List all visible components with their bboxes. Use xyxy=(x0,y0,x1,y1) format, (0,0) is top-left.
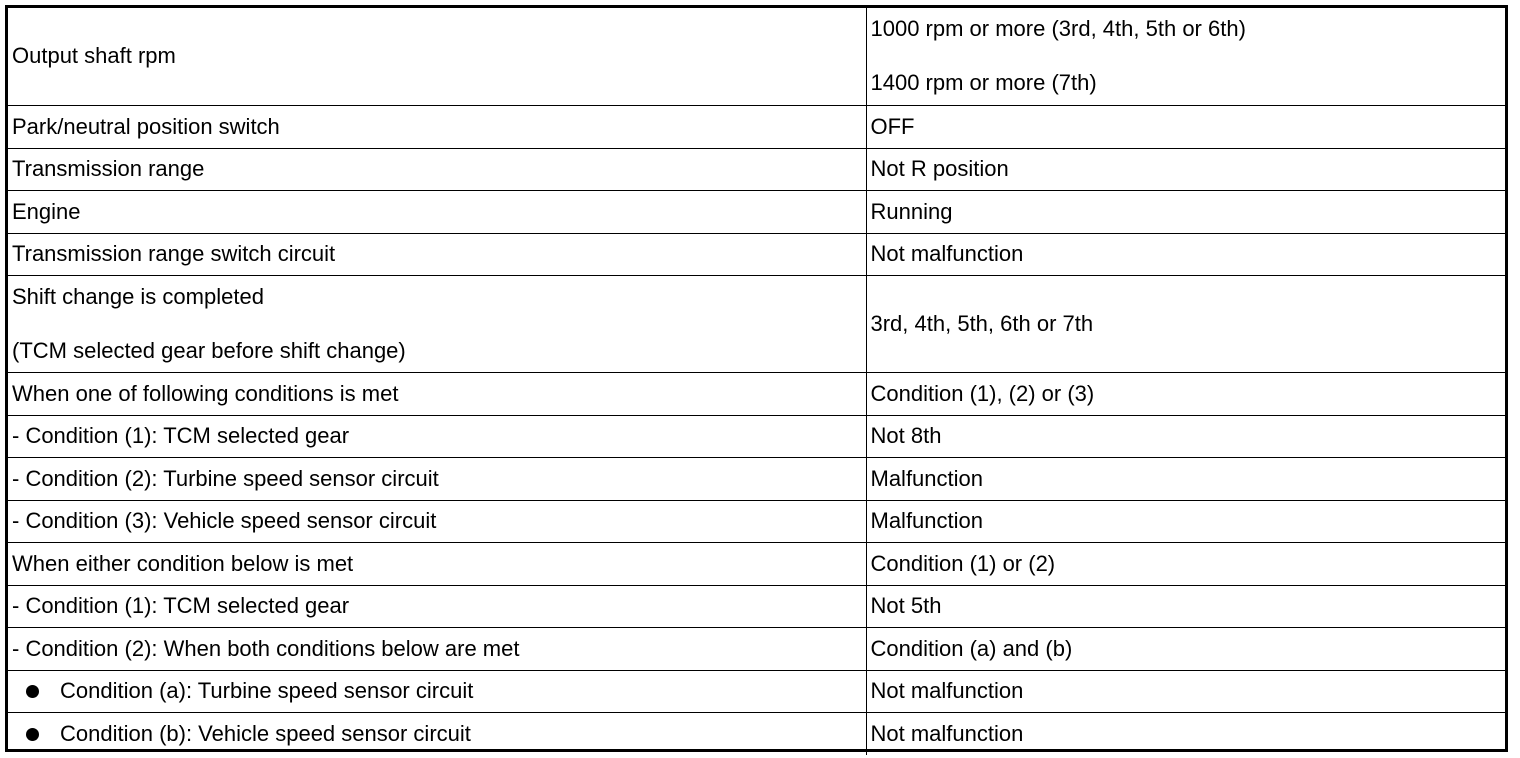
condition-text: Condition (a): Turbine speed sensor circuit xyxy=(60,678,474,704)
condition-text: Shift change is completed xyxy=(12,283,264,309)
table-row xyxy=(8,190,1505,233)
conditions-table-frame xyxy=(5,5,1508,752)
condition-text: - Condition (3): Vehicle speed sensor circuit xyxy=(12,508,437,533)
value-text: Condition (1) or (2) xyxy=(870,550,1056,576)
value-cell xyxy=(866,372,1505,415)
value-text: 3rd, 4th, 5th, 6th or 7th xyxy=(870,310,1094,336)
table-row xyxy=(8,627,1505,670)
table-row xyxy=(8,542,1505,585)
value-cell xyxy=(866,627,1505,670)
value-text: Not R position xyxy=(870,156,1009,181)
table-row xyxy=(8,105,1505,148)
condition-text: Transmission range switch circuit xyxy=(12,241,336,266)
condition-cell xyxy=(8,233,866,275)
condition-text: (TCM selected gear before shift change) xyxy=(12,337,406,363)
condition-text: Engine xyxy=(12,198,81,224)
value-text: 1400 rpm or more (7th) xyxy=(870,70,1097,96)
value-cell xyxy=(866,670,1505,712)
value-cell xyxy=(866,415,1505,457)
value-text: Malfunction xyxy=(870,508,984,533)
condition-text: Condition (b): Vehicle speed sensor circuit xyxy=(60,721,471,746)
condition-text: - Condition (2): Turbine speed sensor circuit xyxy=(12,465,439,491)
condition-cell xyxy=(8,8,866,105)
condition-cell xyxy=(8,275,866,372)
value-cell xyxy=(866,190,1505,233)
table-row xyxy=(8,372,1505,415)
value-cell xyxy=(866,105,1505,148)
table-row xyxy=(8,712,1505,755)
condition-text: Park/neutral position switch xyxy=(12,113,280,139)
value-text: Malfunction xyxy=(870,465,984,491)
table-row xyxy=(8,8,1505,105)
condition-text: - Condition (2): When both conditions below are met xyxy=(12,635,520,661)
condition-text: When one of following conditions is met xyxy=(12,380,399,406)
bullet-item xyxy=(12,678,473,704)
table-row xyxy=(8,148,1505,190)
condition-text: - Condition (1): TCM selected gear xyxy=(12,423,350,448)
condition-cell xyxy=(8,500,866,542)
value-cell xyxy=(866,712,1505,755)
condition-cell xyxy=(8,670,866,712)
bullet-item xyxy=(12,721,471,747)
value-cell xyxy=(866,542,1505,585)
value-cell xyxy=(866,275,1505,372)
value-text: Condition (1), (2) or (3) xyxy=(870,380,1095,406)
table-row xyxy=(8,670,1505,712)
table-row xyxy=(8,415,1505,457)
value-cell xyxy=(866,500,1505,542)
value-text: Running xyxy=(870,198,953,224)
table-row xyxy=(8,233,1505,275)
conditions-table xyxy=(8,8,1505,755)
table-row xyxy=(8,585,1505,627)
condition-text: When either condition below is met xyxy=(12,550,354,576)
value-cell xyxy=(866,148,1505,190)
value-text: Condition (a) and (b) xyxy=(870,635,1073,661)
condition-cell xyxy=(8,415,866,457)
value-text: Not 5th xyxy=(870,593,942,618)
condition-cell xyxy=(8,457,866,500)
value-text: Not malfunction xyxy=(870,241,1024,266)
value-cell xyxy=(866,8,1505,105)
value-cell xyxy=(866,233,1505,275)
value-text: 1000 rpm or more (3rd, 4th, 5th or 6th) xyxy=(870,16,1246,42)
bullet-dot-icon xyxy=(26,685,39,698)
condition-cell xyxy=(8,712,866,755)
value-text: Not malfunction xyxy=(870,720,1024,746)
value-cell xyxy=(866,457,1505,500)
table-row xyxy=(8,457,1505,500)
condition-cell xyxy=(8,105,866,148)
condition-cell xyxy=(8,585,866,627)
table-row xyxy=(8,275,1505,372)
condition-text: Transmission range xyxy=(12,156,205,181)
value-text: Not 8th xyxy=(870,423,942,448)
value-text: OFF xyxy=(870,113,915,139)
condition-text: Output shaft rpm xyxy=(12,43,176,69)
bullet-dot-icon xyxy=(26,728,39,741)
value-cell xyxy=(866,585,1505,627)
condition-cell xyxy=(8,372,866,415)
condition-cell xyxy=(8,148,866,190)
table-row xyxy=(8,500,1505,542)
condition-cell xyxy=(8,542,866,585)
condition-cell xyxy=(8,627,866,670)
condition-text: - Condition (1): TCM selected gear xyxy=(12,593,350,618)
condition-cell xyxy=(8,190,866,233)
value-text: Not malfunction xyxy=(870,678,1024,703)
